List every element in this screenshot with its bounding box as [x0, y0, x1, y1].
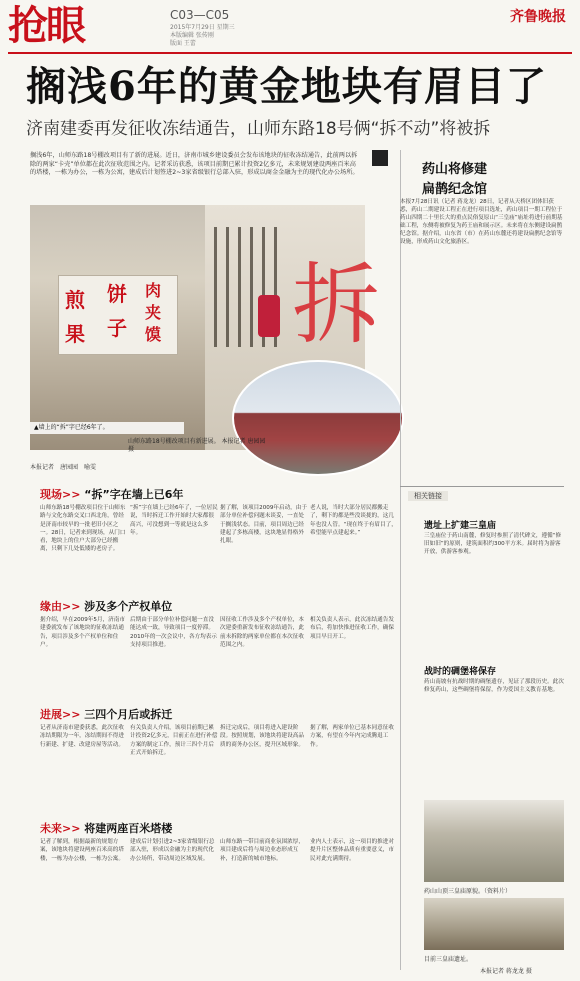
section-heading [40, 598, 172, 614]
sign-char: 煎 [65, 288, 85, 312]
related-item-title: 战时的碉堡将保存 [424, 667, 497, 677]
section-column: 山师东路一带目前商业氛围浓厚，项目建成后将与周边业态形成互补，打造新的城市地标。 [220, 839, 304, 862]
sign-char: 夹 [145, 303, 162, 322]
sign-char: 饼 [107, 282, 127, 306]
sidebar-photo-credit: 本报记者 蒋龙龙 摄 [480, 968, 532, 975]
section-column: “拆”字在墙上已经6年了，一位居民说，当时拆迁工作开始时大家都很高兴，可没想到一等就是这么多年。 [130, 505, 218, 536]
meta-date: 2015年7月29日 星期三 [170, 24, 235, 31]
section-column: 业内人士表示，这一项目的推进对提升片区整体品质有重要意义，市民对此充满期待。 [310, 839, 394, 862]
sidebar-photo-ruins [424, 898, 564, 950]
section-heading [40, 706, 172, 722]
related-rule [400, 486, 564, 487]
related-links-label: 相关链接 [408, 491, 448, 501]
sign-char: 子 [107, 316, 127, 340]
photo-caption: ▲墙上的“拆”字已经6年了。 [30, 422, 184, 434]
related-item-body: 药山南坡有抗战时期的碉堡遗存，见证了那段历史。此次修复药山，这些碉堡将保留，作为爱国主义教育基地。 [424, 679, 564, 693]
section-heading [40, 820, 172, 836]
section-column: 老人说，当时大部分居民都搬走了，剩下的都是些没谈拢的，这几年也没人管。“现在终于有眉目了，希望能早点建起来。” [310, 505, 397, 536]
section-label: 现场>> [40, 488, 81, 501]
sidebar-title: 扁鹊纪念馆 [422, 182, 488, 197]
section-column: 据介绍，早在2009年5月，济南市建委就发布了该地块的征收冻结通告，项目涉及多个产权单位和住户。 [40, 617, 125, 648]
sidebar-photo-caption: 目前三皇庙遗址。 [424, 956, 473, 963]
section-heading [40, 486, 183, 502]
headline: 搁浅6年的黄金地块有眉目了 [26, 63, 547, 110]
subheadline: 济南建委再发征收冻结通告，山师东路18号俩“拆不动”将被拆 [26, 119, 491, 139]
sidebar-photo-temple [424, 800, 564, 882]
column-divider [400, 150, 401, 970]
newspaper-logo: 齐鲁晚报 [510, 9, 566, 25]
section-column: 拆迁完成后，项目将进入建设阶段。按照规划，该地块将建设高品质的商务办公区，提升区域形象。 [220, 725, 304, 748]
section-label: 未来>> [40, 822, 81, 835]
section-label: 缘由>> [40, 600, 81, 613]
meta-layout: 版面 王蕾 [170, 40, 196, 47]
section-column: 山师东路18号棚改项目位于山师东路与文化东路交叉口西北角，曾经是济南市较早的一批老旧小区之一。28日，记者来到现场，从门口看，地块上的住户大部分已经搬离，只剩下几处低矮的老房子。 [40, 505, 126, 553]
lead-paragraph: 搁浅6年，山师东路18号棚改项目有了新的进展。近日，济南市城乡建设委员会发布该地块的征收冻结通告，此前两以拆除的两家“卡壳”单位都在此次征收范围之内。记者采访获悉，该项目前期已累计投资2亿多元，未来规划建设两座百米高的塔楼，一栋为办公，一栋为公寓，建成后计划签进2~3家省级银行总部入驻，形成以商金金融为主的现代化办公场所。 [30, 152, 359, 177]
photo-credit: 本报记者 唐园园 喻雯 [30, 464, 97, 471]
photo-chai-character: 拆 [292, 253, 381, 356]
sidebar-body: 本报7月28日讯（记者 蒋龙龙）28日，记者从天桥区团体旧获悉，药山二期建设工程正在进行项目选址，药山项目一期工程位于药山四期二十里长大的重点民俗复原山“三皇庙”庙址将进行前期基础工程，东侧将被修复为药王庙和展示区。未来将在东侧建设扁鹊纪念馆。据介绍，山东省（市）在药山东麓还将建设扁鹊纪念馆等设施，形成药山文化旅游区。 [400, 199, 563, 245]
sign-char: 果 [65, 322, 85, 346]
section-title: 涉及多个产权单位 [84, 600, 173, 613]
section-title: 将建两座百米塔楼 [84, 822, 173, 835]
section-column: 记者从济南市建委获悉，此次征收冻结期限为一年，冻结期间不得进行新建、扩建、改建房屋等活动。 [40, 725, 124, 748]
masthead-rule [8, 52, 572, 54]
section-column: 相关负责人表示，此次冻结通告发布后，将加快推进征收工作，确保项目早日开工。 [310, 617, 394, 640]
section-title: 三四个月后或拆迁 [84, 708, 173, 721]
photo-shop-sign [58, 275, 178, 355]
edition-meta [170, 24, 280, 48]
section-column: 后期由于部分单位补偿问题一直没能达成一致，导致项目一度停滞。2010年的一次会议中，各方均表示支持项目推进。 [130, 617, 217, 648]
inset-photo [232, 360, 404, 476]
section-title: “拆”字在墙上已6年 [84, 488, 184, 501]
meta-editor: 本版编辑 张传刚 [170, 32, 214, 39]
section-column: 据了解，该项目2009年启动，由于部分单位补偿问题未谈妥，一直处于搁浅状态。目前，项目周边已经建起了多栋高楼，这块地显得格外扎眼。 [220, 505, 307, 545]
section-column: 建成后计划引进2~3家省级银行总部入驻，形成以金融为主的现代化办公场所，带动周边区域发展。 [130, 839, 215, 862]
masthead [0, 0, 580, 52]
sidebar-photo-caption: 药山山顶三皇庙原貌。（资料片） [424, 888, 512, 895]
section-brand: 抢眼 [8, 2, 84, 49]
sidebar-title: 药山将修建 [422, 162, 488, 177]
related-item-body: 三皇庙位于药山南麓，修复时参照了清代碑文，遵循“修旧如旧”的原则，建筑面积约300平方米。届时将为游客开放，供游客参观。 [424, 533, 562, 555]
related-item-title: 遗址上扩建三皇庙 [424, 521, 497, 531]
inset-caption: 山师东路18号棚改项目有新进展。 本报记者 唐园园 摄 [128, 438, 266, 453]
sign-char: 肉 [145, 281, 162, 300]
section-column: 记者了解到，根据最新的规划方案，该地块将建设两座百米高的塔楼，一栋为办公楼，一栋为公寓。 [40, 839, 124, 862]
section-column: 因征收工作涉及多个产权单位，本次建委重新发布征收冻结通告，此前未拆除的两家单位都在本次征收范围之内。 [220, 617, 304, 648]
sidebar-marker [372, 150, 388, 166]
section-column: 据了解，两家单位已基本同意征收方案，有望在今年内完成腾退工作。 [310, 725, 394, 748]
sign-char: 馍 [145, 325, 162, 344]
photo-hanging-clothes [258, 295, 280, 337]
page-range: C03—C05 [170, 8, 230, 22]
section-column: 有关负责人介绍，该项目前期已累计投资2亿多元，目前正在进行补偿方案的制定工作，预计三四个月后正式开始拆迁。 [130, 725, 218, 756]
section-label: 进展>> [40, 708, 81, 721]
